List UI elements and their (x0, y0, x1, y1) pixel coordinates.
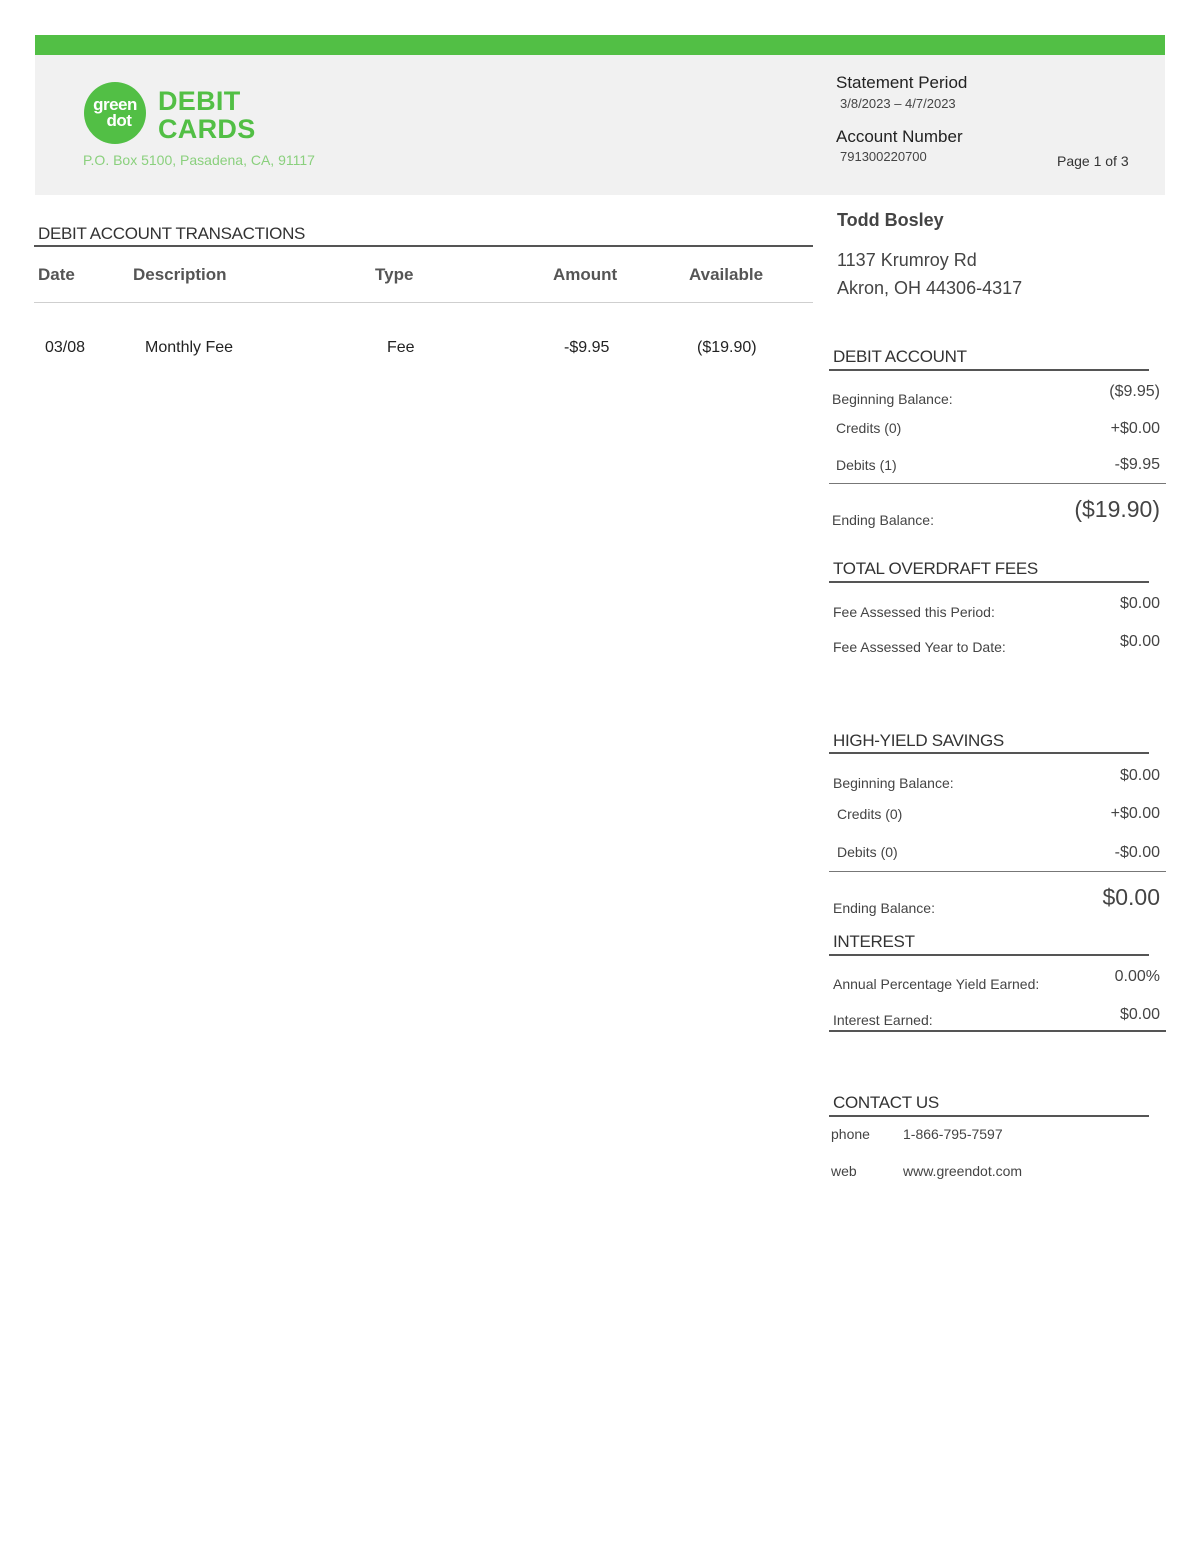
col-header-date: Date (38, 265, 75, 284)
savings-total-rule (829, 871, 1166, 872)
debit-debits-label: Debits (1) (836, 457, 897, 473)
interest-earned-value: $0.00 (1119, 1006, 1160, 1023)
transactions-title-rule (34, 245, 813, 247)
customer-name: Todd Bosley (837, 210, 944, 230)
savings-rule (829, 752, 1149, 754)
interest-apy-label: Annual Percentage Yield Earned: (833, 976, 1040, 992)
row-amount: -$9.95 (564, 339, 610, 356)
customer-address-line2: Akron, OH 44306-4317 (837, 278, 1023, 298)
savings-debits-value: -$0.00 (1114, 844, 1160, 861)
savings-debits-label: Debits (0) (837, 844, 898, 860)
interest-earned-label: Interest Earned: (833, 1012, 933, 1028)
statement-period-label: Statement Period (836, 73, 968, 92)
savings-title: HIGH-YIELD SAVINGS (833, 731, 1004, 750)
overdraft-period-value: $0.00 (1119, 595, 1160, 612)
brand-line-debit: DEBIT (158, 86, 241, 116)
overdraft-ytd-value: $0.00 (1119, 633, 1160, 650)
col-header-amount: Amount (553, 265, 618, 284)
overdraft-ytd-label: Fee Assessed Year to Date: (833, 639, 1006, 655)
col-header-available: Available (689, 265, 764, 284)
table-header-rule (34, 302, 813, 303)
contact-rule (829, 1115, 1149, 1117)
debit-ending-label: Ending Balance: (832, 512, 934, 528)
debit-beginning-value: ($9.95) (1109, 383, 1160, 400)
debit-account-title: DEBIT ACCOUNT (833, 347, 967, 366)
savings-ending-label: Ending Balance: (833, 900, 935, 916)
contact-web-label: web (831, 1163, 857, 1179)
account-number-label: Account Number (836, 127, 963, 146)
debit-beginning-label: Beginning Balance: (832, 391, 953, 407)
overdraft-period-label: Fee Assessed this Period: (833, 604, 995, 620)
interest-total-rule (829, 1030, 1166, 1032)
savings-beginning-value: $0.00 (1119, 767, 1160, 784)
contact-title: CONTACT US (833, 1093, 939, 1112)
interest-rule (829, 954, 1149, 956)
interest-apy-value: 0.00% (1114, 968, 1160, 985)
row-description: Monthly Fee (145, 339, 234, 356)
statement-period-value: 3/8/2023 – 4/7/2023 (840, 96, 956, 111)
overdraft-title: TOTAL OVERDRAFT FEES (833, 559, 1038, 578)
debit-ending-value: ($19.90) (1074, 496, 1160, 522)
contact-phone-link[interactable]: 1-866-795-7597 (903, 1126, 1003, 1142)
savings-credits-label: Credits (0) (837, 806, 903, 822)
row-date: 03/08 (45, 339, 86, 356)
company-address: P.O. Box 5100, Pasadena, CA, 91117 (83, 152, 315, 168)
header-accent-bar (35, 35, 1165, 55)
debit-account-rule (829, 369, 1149, 371)
debit-credits-value: +$0.00 (1110, 420, 1160, 437)
brand-line-cards: CARDS (158, 114, 256, 144)
interest-title: INTEREST (833, 932, 915, 951)
savings-credits-value: +$0.00 (1110, 805, 1160, 822)
customer-address-line1: 1137 Krumroy Rd (837, 250, 977, 270)
overdraft-rule (829, 581, 1149, 583)
greendot-logo-icon: green dot (84, 82, 146, 144)
row-available: ($19.90) (697, 339, 757, 356)
debit-total-rule (829, 483, 1166, 484)
account-number-value: 791300220700 (840, 149, 927, 164)
col-header-description: Description (133, 265, 227, 284)
page-number: Page 1 of 3 (1057, 153, 1129, 169)
col-header-type: Type (375, 265, 414, 284)
contact-phone-label: phone (831, 1126, 870, 1142)
contact-web-link[interactable]: www.greendot.com (903, 1163, 1023, 1179)
debit-credits-label: Credits (0) (836, 420, 902, 436)
row-type: Fee (387, 339, 415, 356)
savings-beginning-label: Beginning Balance: (833, 775, 954, 791)
savings-ending-value: $0.00 (1102, 884, 1160, 910)
transactions-title: DEBIT ACCOUNT TRANSACTIONS (38, 224, 306, 243)
debit-debits-value: -$9.95 (1114, 456, 1160, 473)
